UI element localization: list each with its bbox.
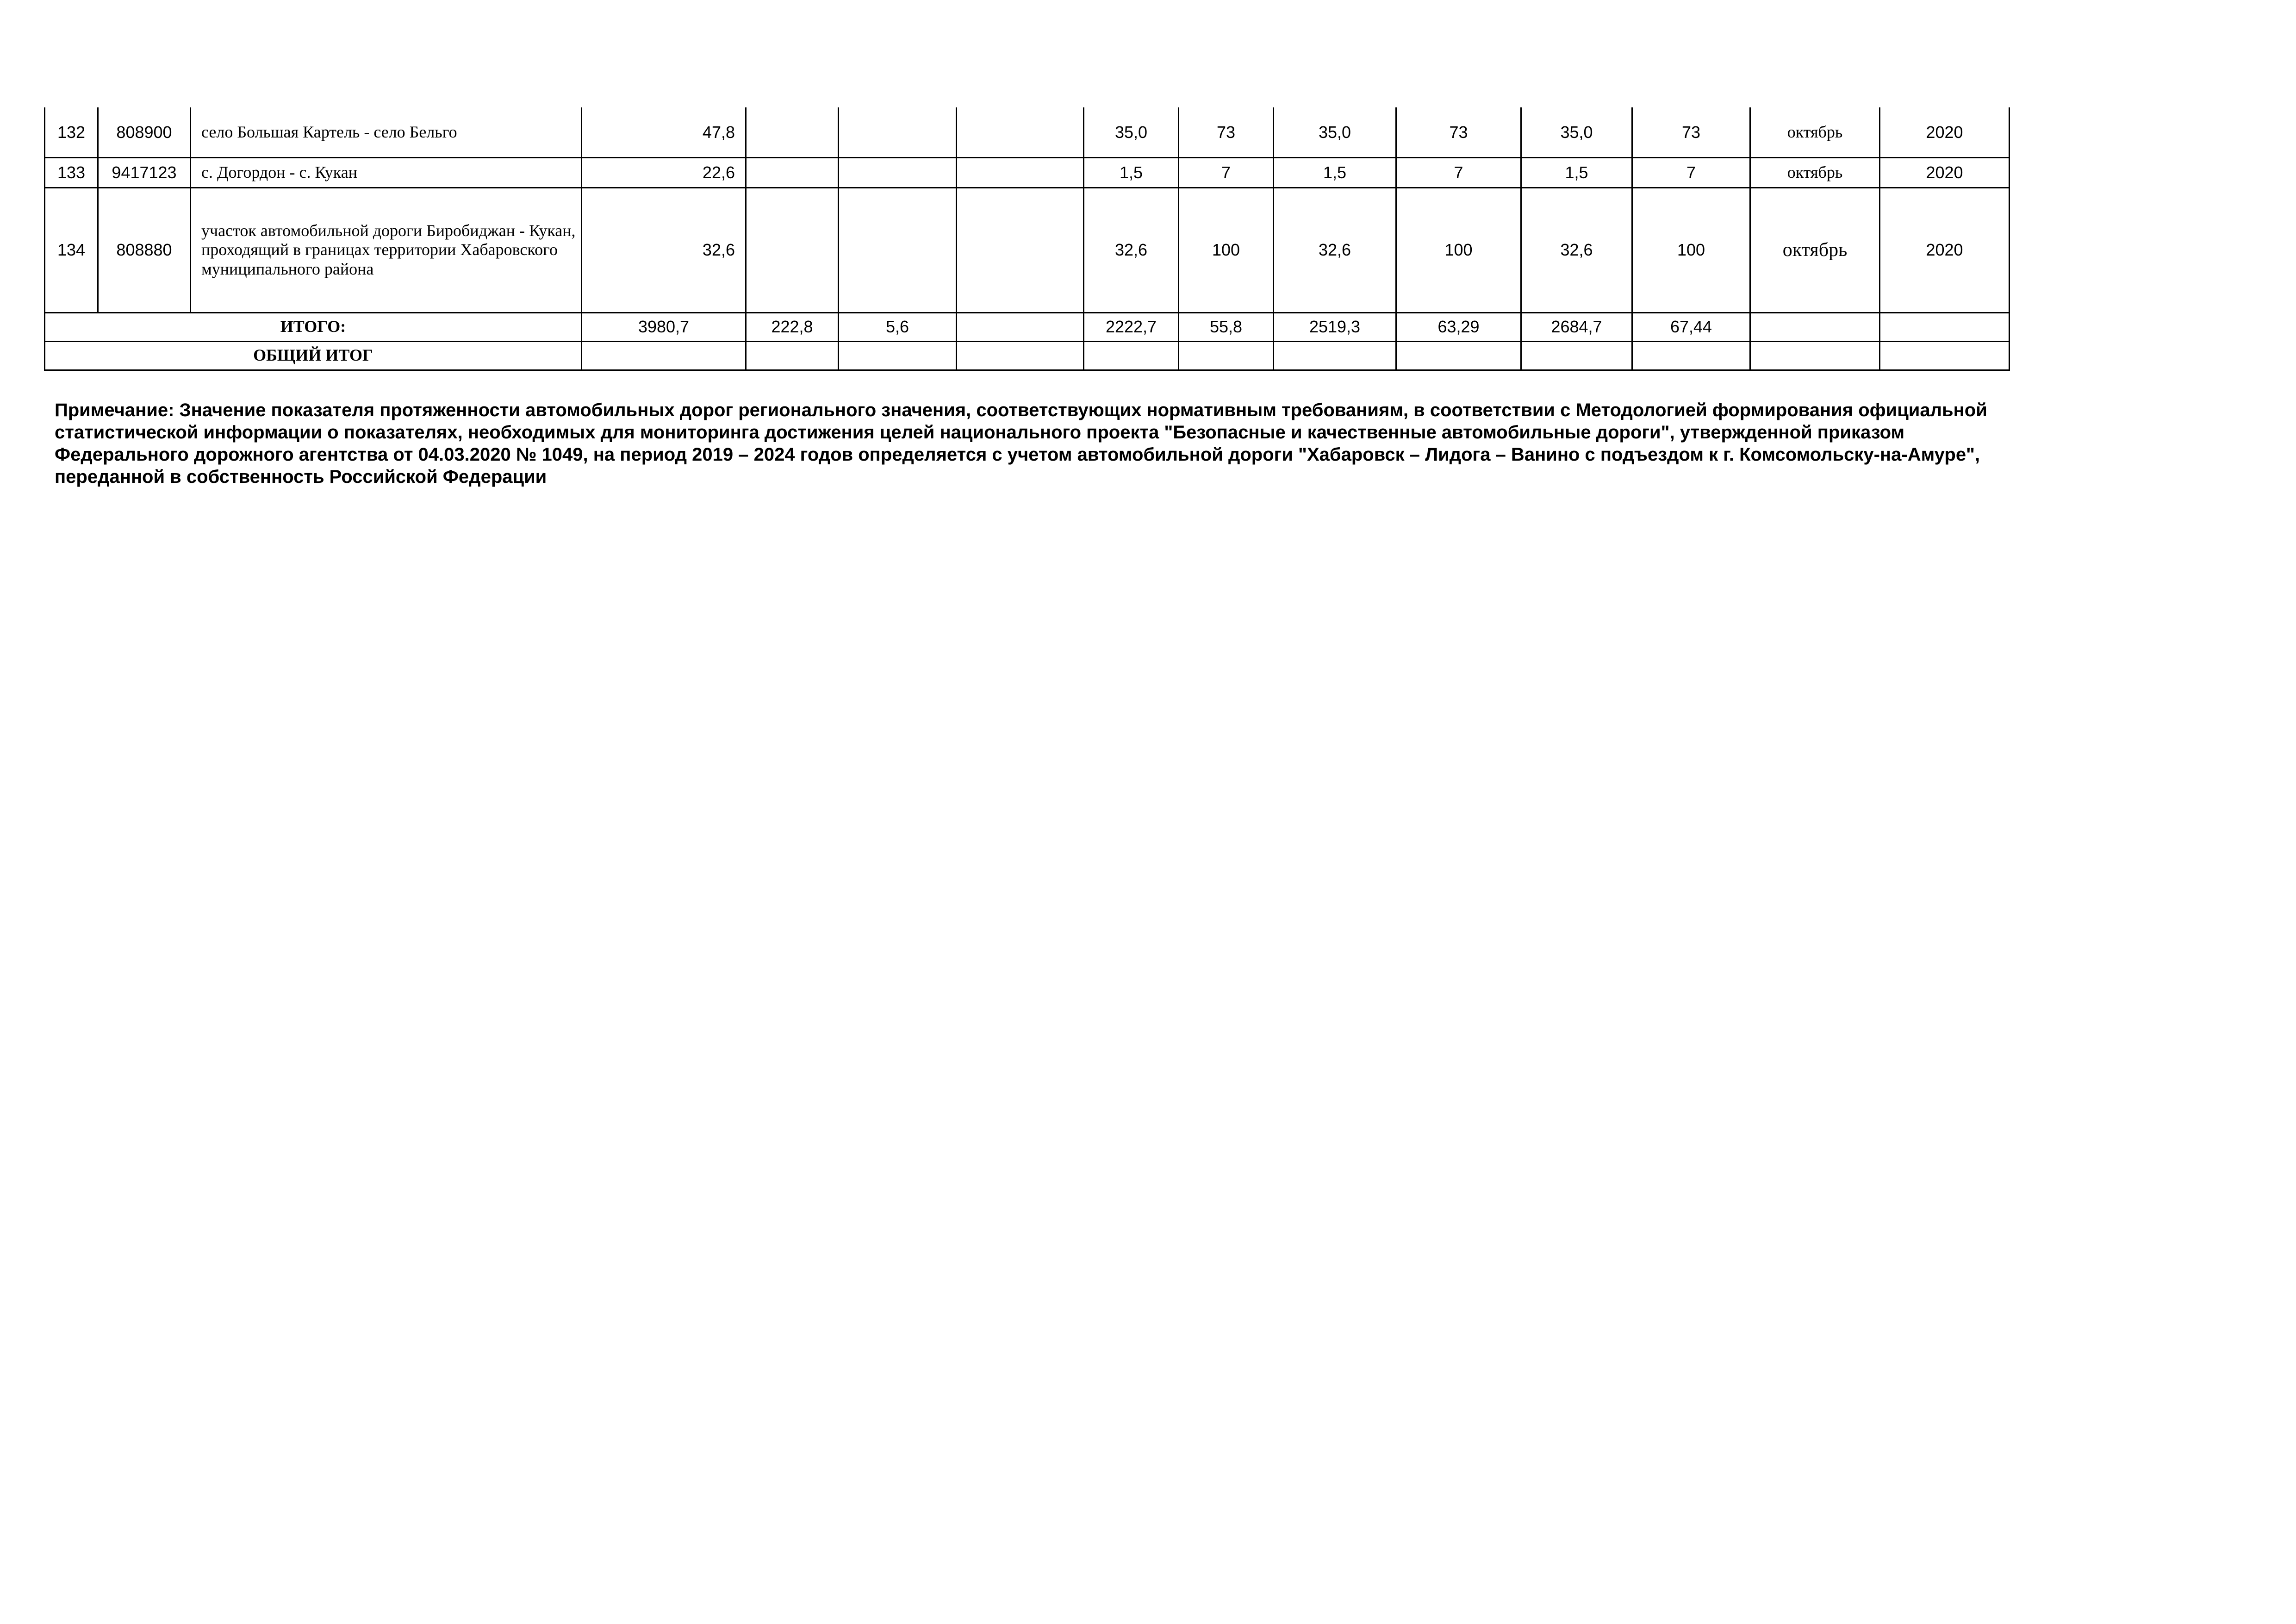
cell-col6 bbox=[839, 157, 957, 187]
value-2021: 1,5 bbox=[1084, 157, 1179, 187]
grand-total-cell bbox=[1084, 341, 1179, 370]
roads-table bbox=[44, 107, 2010, 371]
road-name: с. Догордон - с. Кукан bbox=[191, 157, 582, 187]
road-code: 808880 bbox=[98, 187, 191, 312]
road-name: участок автомобильной дороги Биробиджан - Кукан, проходящий в границах территории Хабаровского муниципального района bbox=[191, 187, 582, 312]
year-cell: 2020 bbox=[1880, 107, 2010, 157]
month-cell: октябрь bbox=[1750, 157, 1880, 187]
cell-col6 bbox=[839, 107, 957, 157]
totals-percent-2022: 63,29 bbox=[1396, 312, 1521, 341]
totals-label: ИТОГО: bbox=[45, 312, 582, 341]
cell-col7 bbox=[957, 107, 1084, 157]
grand-total-cell bbox=[1632, 341, 1750, 370]
table-row bbox=[45, 187, 2010, 312]
totals-col5: 222,8 bbox=[746, 312, 839, 341]
totals-col6: 5,6 bbox=[839, 312, 957, 341]
totals-percent-2021: 55,8 bbox=[1179, 312, 1274, 341]
percent-2021: 100 bbox=[1179, 187, 1274, 312]
cell-col7 bbox=[957, 187, 1084, 312]
road-code: 808900 bbox=[98, 107, 191, 157]
percent-2022: 73 bbox=[1396, 107, 1521, 157]
value-2023: 32,6 bbox=[1521, 187, 1632, 312]
value-2022: 32,6 bbox=[1274, 187, 1396, 312]
year-cell: 2020 bbox=[1880, 157, 2010, 187]
grand-total-cell bbox=[1880, 341, 2010, 370]
footnote: Примечание: Значение показателя протяженности автомобильных дорог регионального значения, соответствующих нормативным требованиям, в соответствии с Методологией формирования официальной статистической информации о показателях, необходимых для мониторинга достижения целей национального проекта "Безопасные и качественные автомобильные дороги", утвержденной приказом Федерального дорожного агентства от 04.03.2020 № 1049, на период 2019 – 2024 годов определяется с учетом автомобильной дороги "Хабаровск – Лидога – Ванино с подъездом к г. Комсомольску-на-Амуре", переданной в собственность Российской Федерации bbox=[55, 400, 1987, 487]
grand-total-label: ОБЩИЙ ИТОГ bbox=[45, 341, 582, 370]
grand-total-cell bbox=[1521, 341, 1632, 370]
row-number: 134 bbox=[45, 187, 98, 312]
cell-col7 bbox=[957, 157, 1084, 187]
grand-total-cell bbox=[957, 341, 1084, 370]
grand-total-row bbox=[45, 341, 2010, 370]
road-length: 22,6 bbox=[582, 157, 746, 187]
value-2022: 1,5 bbox=[1274, 157, 1396, 187]
totals-percent-2023: 67,44 bbox=[1632, 312, 1750, 341]
percent-2021: 7 bbox=[1179, 157, 1274, 187]
cell-col5 bbox=[746, 187, 839, 312]
totals-value-2021: 2222,7 bbox=[1084, 312, 1179, 341]
percent-2023: 7 bbox=[1632, 157, 1750, 187]
grand-total-cell bbox=[1396, 341, 1521, 370]
cell-col5 bbox=[746, 157, 839, 187]
grand-total-cell bbox=[746, 341, 839, 370]
totals-month bbox=[1750, 312, 1880, 341]
road-length: 47,8 bbox=[582, 107, 746, 157]
road-name: село Большая Картель - село Бельго bbox=[191, 107, 582, 157]
grand-total-cell bbox=[839, 341, 957, 370]
month-cell: октябрь bbox=[1750, 107, 1880, 157]
percent-2021: 73 bbox=[1179, 107, 1274, 157]
totals-col7 bbox=[957, 312, 1084, 341]
month-cell: октябрь bbox=[1750, 187, 1880, 312]
year-cell: 2020 bbox=[1880, 187, 2010, 312]
row-number: 133 bbox=[45, 157, 98, 187]
percent-2022: 100 bbox=[1396, 187, 1521, 312]
grand-total-cell bbox=[582, 341, 746, 370]
road-code: 9417123 bbox=[98, 157, 191, 187]
table-row bbox=[45, 157, 2010, 187]
percent-2022: 7 bbox=[1396, 157, 1521, 187]
cell-col6 bbox=[839, 187, 957, 312]
percent-2023: 100 bbox=[1632, 187, 1750, 312]
value-2021: 35,0 bbox=[1084, 107, 1179, 157]
totals-row bbox=[45, 312, 2010, 341]
road-length: 32,6 bbox=[582, 187, 746, 312]
table-row bbox=[45, 107, 2010, 157]
value-2023: 1,5 bbox=[1521, 157, 1632, 187]
totals-length: 3980,7 bbox=[582, 312, 746, 341]
value-2022: 35,0 bbox=[1274, 107, 1396, 157]
grand-total-cell bbox=[1750, 341, 1880, 370]
grand-total-cell bbox=[1179, 341, 1274, 370]
grand-total-cell bbox=[1274, 341, 1396, 370]
totals-value-2023: 2684,7 bbox=[1521, 312, 1632, 341]
value-2021: 32,6 bbox=[1084, 187, 1179, 312]
percent-2023: 73 bbox=[1632, 107, 1750, 157]
cell-col5 bbox=[746, 107, 839, 157]
value-2023: 35,0 bbox=[1521, 107, 1632, 157]
totals-year bbox=[1880, 312, 2010, 341]
totals-value-2022: 2519,3 bbox=[1274, 312, 1396, 341]
row-number: 132 bbox=[45, 107, 98, 157]
